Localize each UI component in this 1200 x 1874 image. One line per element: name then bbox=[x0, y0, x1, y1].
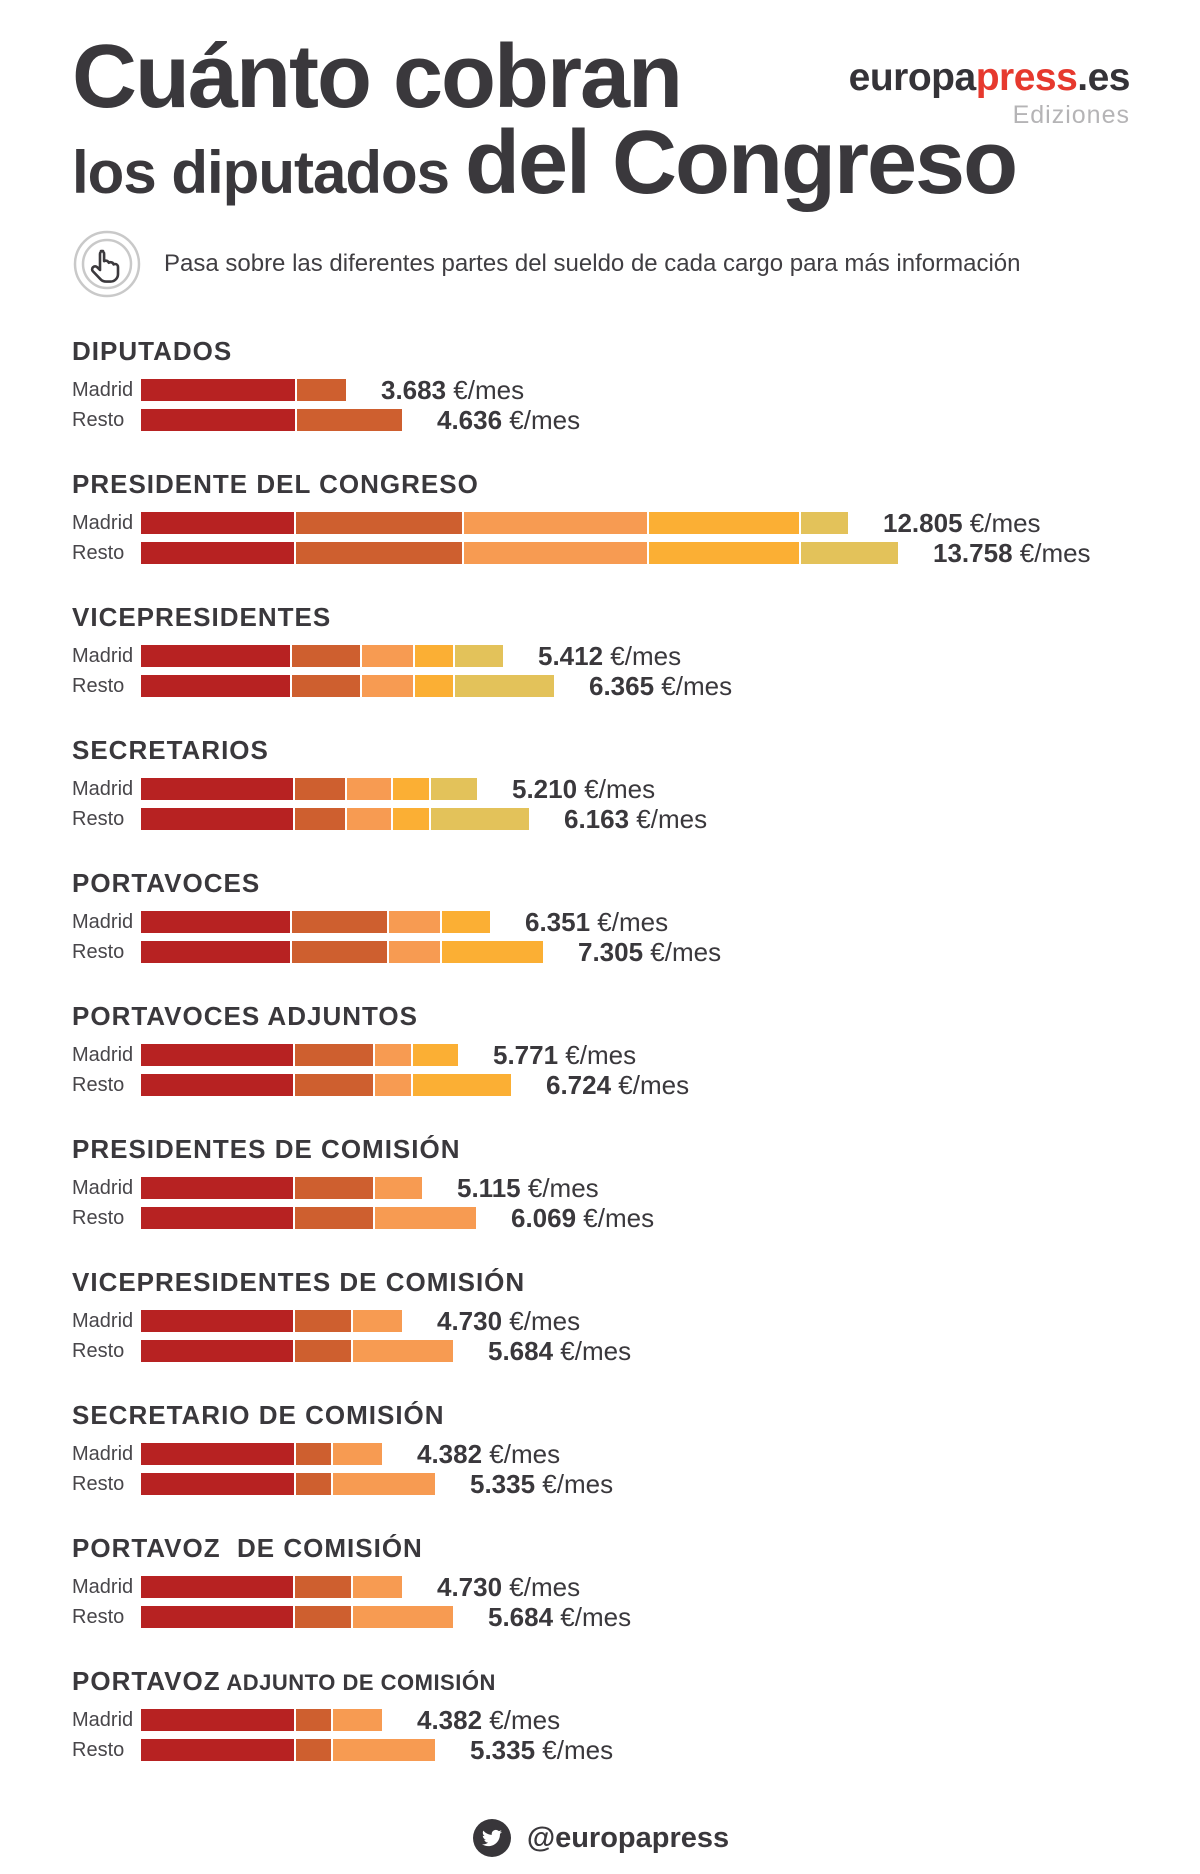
bar-segment-red[interactable] bbox=[141, 1443, 294, 1465]
salary-unit: €/mes bbox=[603, 640, 682, 671]
bar-segment-light_orange[interactable] bbox=[389, 911, 440, 933]
salary-value bbox=[564, 804, 707, 835]
bar-row-madrid bbox=[72, 1039, 1130, 1070]
bar-row-resto bbox=[72, 1601, 1130, 1632]
salary-value bbox=[933, 538, 1091, 569]
section-secretario-comision bbox=[72, 1400, 1130, 1499]
section-diputados bbox=[72, 336, 1130, 435]
row-label: Resto bbox=[72, 541, 125, 564]
bar-segment-red[interactable] bbox=[141, 778, 293, 800]
section-title bbox=[72, 1533, 1130, 1564]
stacked-bar[interactable] bbox=[141, 1443, 382, 1465]
salary-value bbox=[488, 1336, 631, 1367]
section-title bbox=[72, 735, 1130, 766]
section-title bbox=[72, 602, 1130, 633]
salary-unit: €/mes bbox=[520, 1172, 599, 1203]
bar-segment-light_orange[interactable] bbox=[347, 808, 391, 830]
salary-number: 6.163 bbox=[564, 803, 630, 834]
salary-unit: €/mes bbox=[502, 404, 581, 435]
salary-unit: €/mes bbox=[553, 1335, 632, 1366]
section-title-text: SECRETARIOS bbox=[72, 735, 269, 765]
bar-row-resto bbox=[72, 1202, 1130, 1233]
bar-row-madrid bbox=[72, 1172, 1130, 1203]
salary-value bbox=[589, 671, 732, 702]
bar-segment-terracotta[interactable] bbox=[292, 645, 360, 667]
salary-value bbox=[546, 1070, 689, 1101]
bar-segment-gold[interactable] bbox=[455, 675, 554, 697]
bar-segment-gold[interactable] bbox=[431, 808, 529, 830]
section-title-text: VICEPRESIDENTES bbox=[72, 602, 332, 632]
salary-value bbox=[883, 508, 1041, 539]
bar-segment-amber[interactable] bbox=[413, 1074, 511, 1096]
bar-segment-terracotta[interactable] bbox=[295, 1074, 373, 1096]
section-title bbox=[72, 469, 1130, 500]
section-title-text: PORTAVOZ DE COMISIÓN bbox=[72, 1533, 423, 1563]
footer bbox=[72, 1819, 1130, 1857]
bar-segment-amber[interactable] bbox=[442, 911, 490, 933]
hint-row bbox=[72, 228, 1130, 300]
row-label: Madrid bbox=[72, 1708, 134, 1731]
bar-segment-gold[interactable] bbox=[801, 512, 848, 534]
stacked-bar[interactable] bbox=[141, 1709, 382, 1731]
bar-segment-red[interactable] bbox=[141, 1044, 293, 1066]
bar-segment-light_orange[interactable] bbox=[333, 1443, 382, 1465]
bar-row-madrid bbox=[72, 1571, 1130, 1602]
bar-row-madrid bbox=[72, 906, 1130, 937]
bar-row-resto bbox=[72, 1069, 1130, 1100]
salary-number: 6.724 bbox=[546, 1069, 612, 1100]
bar-segment-terracotta[interactable] bbox=[297, 379, 346, 401]
stacked-bar[interactable] bbox=[141, 1044, 458, 1066]
bar-segment-gold[interactable] bbox=[801, 542, 898, 564]
section-presidente-congreso bbox=[72, 469, 1130, 568]
bar-segment-light_orange[interactable] bbox=[362, 675, 413, 697]
section-title-text: PORTAVOCES bbox=[72, 868, 261, 898]
bar-row-resto bbox=[72, 1734, 1130, 1765]
bar-segment-terracotta[interactable] bbox=[295, 1044, 373, 1066]
row-label: Resto bbox=[72, 1605, 125, 1628]
section-title-text: PORTAVOCES ADJUNTOS bbox=[72, 1001, 418, 1031]
bar-segment-terracotta[interactable] bbox=[296, 512, 462, 534]
bar-segment-red[interactable] bbox=[141, 1739, 294, 1761]
bar-segment-light_orange[interactable] bbox=[353, 1606, 453, 1628]
salary-number: 5.335 bbox=[470, 1468, 536, 1499]
section-title-text: VICEPRESIDENTES DE COMISIÓN bbox=[72, 1267, 526, 1297]
salary-unit: €/mes bbox=[629, 803, 708, 834]
stacked-bar[interactable] bbox=[141, 675, 554, 697]
section-title bbox=[72, 336, 1130, 367]
section-title bbox=[72, 868, 1130, 899]
section-portavoces bbox=[72, 868, 1130, 967]
bar-segment-amber[interactable] bbox=[442, 941, 543, 963]
salary-unit: €/mes bbox=[962, 507, 1041, 538]
stacked-bar[interactable] bbox=[141, 542, 898, 564]
row-label: Madrid bbox=[72, 1575, 134, 1598]
row-label: Madrid bbox=[72, 777, 134, 800]
bar-segment-light_orange[interactable] bbox=[375, 1074, 411, 1096]
bar-segment-terracotta[interactable] bbox=[292, 675, 360, 697]
salary-unit: €/mes bbox=[1012, 537, 1091, 568]
stacked-bar[interactable] bbox=[141, 379, 346, 401]
bar-segment-amber[interactable] bbox=[415, 675, 453, 697]
section-secretarios bbox=[72, 735, 1130, 834]
salary-unit: €/mes bbox=[643, 936, 722, 967]
section-title-text: PORTAVOZ bbox=[72, 1666, 221, 1696]
tap-hand-icon bbox=[72, 229, 142, 299]
salary-unit: €/mes bbox=[611, 1069, 690, 1100]
row-label: Resto bbox=[72, 1206, 125, 1229]
stacked-bar[interactable] bbox=[141, 1606, 453, 1628]
section-title bbox=[72, 1267, 1130, 1298]
salary-number: 4.382 bbox=[417, 1704, 483, 1735]
bar-segment-amber[interactable] bbox=[413, 1044, 458, 1066]
row-label: Resto bbox=[72, 1073, 125, 1096]
row-label: Madrid bbox=[72, 1043, 134, 1066]
bar-segment-red[interactable] bbox=[141, 1207, 293, 1229]
salary-number: 5.684 bbox=[488, 1601, 554, 1632]
bar-segment-light_orange[interactable] bbox=[389, 941, 440, 963]
salary-unit: €/mes bbox=[502, 1571, 581, 1602]
salary-value bbox=[381, 375, 524, 406]
bar-row-madrid bbox=[72, 1305, 1130, 1336]
bar-segment-amber[interactable] bbox=[649, 542, 799, 564]
logo-press: press bbox=[975, 56, 1078, 99]
bar-row-resto bbox=[72, 803, 1130, 834]
bar-segment-terracotta[interactable] bbox=[295, 778, 345, 800]
bar-row-madrid bbox=[72, 1704, 1130, 1735]
salary-sections bbox=[72, 336, 1130, 1765]
bar-segment-terracotta[interactable] bbox=[295, 1177, 373, 1199]
bar-segment-red[interactable] bbox=[141, 1709, 294, 1731]
salary-unit: €/mes bbox=[576, 1202, 655, 1233]
bar-segment-amber[interactable] bbox=[649, 512, 799, 534]
bar-segment-light_orange[interactable] bbox=[464, 512, 647, 534]
bar-segment-red[interactable] bbox=[141, 1576, 293, 1598]
bar-segment-terracotta[interactable] bbox=[296, 542, 462, 564]
bar-segment-light_orange[interactable] bbox=[375, 1044, 411, 1066]
salary-value bbox=[417, 1705, 560, 1736]
salary-number: 5.771 bbox=[493, 1039, 559, 1070]
stacked-bar[interactable] bbox=[141, 1340, 453, 1362]
stacked-bar[interactable] bbox=[141, 1074, 511, 1096]
bar-segment-light_orange[interactable] bbox=[353, 1340, 453, 1362]
salary-number: 13.758 bbox=[933, 537, 1013, 568]
row-label: Madrid bbox=[72, 1442, 134, 1465]
bar-segment-red[interactable] bbox=[141, 808, 293, 830]
row-label: Resto bbox=[72, 807, 125, 830]
salary-number: 4.382 bbox=[417, 1438, 483, 1469]
salary-unit: €/mes bbox=[590, 906, 669, 937]
page-title-line1: Cuánto cobran bbox=[72, 27, 682, 127]
bar-segment-terracotta[interactable] bbox=[295, 1207, 373, 1229]
salary-value bbox=[437, 1306, 580, 1337]
salary-number: 5.335 bbox=[470, 1734, 536, 1765]
row-label: Resto bbox=[72, 1472, 125, 1495]
salary-value bbox=[511, 1203, 654, 1234]
bar-segment-light_orange[interactable] bbox=[362, 645, 413, 667]
bar-segment-terracotta[interactable] bbox=[295, 1310, 351, 1332]
bar-segment-light_orange[interactable] bbox=[464, 542, 647, 564]
row-label: Resto bbox=[72, 674, 125, 697]
section-vicepresidentes-comision bbox=[72, 1267, 1130, 1366]
page-title-line2-big: del Congreso bbox=[465, 113, 1017, 213]
stacked-bar[interactable] bbox=[141, 911, 490, 933]
bar-segment-red[interactable] bbox=[141, 409, 295, 431]
bar-segment-red[interactable] bbox=[141, 1074, 293, 1096]
bar-segment-light_orange[interactable] bbox=[333, 1739, 435, 1761]
bar-segment-terracotta[interactable] bbox=[295, 1606, 351, 1628]
salary-number: 5.115 bbox=[457, 1172, 521, 1203]
salary-unit: €/mes bbox=[654, 670, 733, 701]
europapress-logo[interactable] bbox=[849, 56, 1130, 130]
salary-number: 12.805 bbox=[883, 507, 963, 538]
bar-segment-terracotta[interactable] bbox=[292, 911, 387, 933]
row-label: Resto bbox=[72, 1339, 125, 1362]
logo-subtitle: Ediziones bbox=[1012, 101, 1130, 129]
row-label: Resto bbox=[72, 408, 125, 431]
stacked-bar[interactable] bbox=[141, 1739, 435, 1761]
salary-value bbox=[488, 1602, 631, 1633]
salary-number: 5.210 bbox=[512, 773, 578, 804]
bar-segment-amber[interactable] bbox=[393, 778, 429, 800]
row-label: Madrid bbox=[72, 511, 134, 534]
section-vicepresidentes bbox=[72, 602, 1130, 701]
bar-row-madrid bbox=[72, 640, 1130, 671]
hint-text: Pasa sobre las diferentes partes del sueldo de cada cargo para más información bbox=[164, 250, 1021, 277]
bar-segment-red[interactable] bbox=[141, 542, 294, 564]
bar-segment-light_orange[interactable] bbox=[347, 778, 391, 800]
salary-number: 4.730 bbox=[437, 1571, 503, 1602]
section-title-text: SECRETARIO DE COMISIÓN bbox=[72, 1400, 445, 1430]
section-title bbox=[72, 1400, 1130, 1431]
salary-number: 4.730 bbox=[437, 1305, 503, 1336]
bar-segment-red[interactable] bbox=[141, 512, 294, 534]
bar-row-resto bbox=[72, 404, 1130, 435]
row-label: Madrid bbox=[72, 378, 134, 401]
bar-row-madrid bbox=[72, 773, 1130, 804]
section-title-suffix: ADJUNTO DE COMISIÓN bbox=[220, 1670, 496, 1695]
bar-row-madrid bbox=[72, 1438, 1130, 1469]
bar-segment-amber[interactable] bbox=[415, 645, 453, 667]
bar-segment-gold[interactable] bbox=[455, 645, 503, 667]
salary-unit: €/mes bbox=[558, 1039, 637, 1070]
bar-segment-terracotta[interactable] bbox=[292, 941, 387, 963]
stacked-bar[interactable] bbox=[141, 1207, 476, 1229]
section-portavoz-adjunto-comision bbox=[72, 1666, 1130, 1765]
bar-row-resto bbox=[72, 537, 1130, 568]
salary-value bbox=[578, 937, 721, 968]
salary-number: 6.069 bbox=[511, 1202, 577, 1233]
bar-segment-red[interactable] bbox=[141, 911, 290, 933]
bar-segment-terracotta[interactable] bbox=[295, 808, 345, 830]
stacked-bar[interactable] bbox=[141, 645, 503, 667]
salary-unit: €/mes bbox=[502, 1305, 581, 1336]
section-presidentes-comision bbox=[72, 1134, 1130, 1233]
salary-unit: €/mes bbox=[482, 1704, 561, 1735]
section-title-text: PRESIDENTE DEL CONGRESO bbox=[72, 469, 479, 499]
stacked-bar[interactable] bbox=[141, 1310, 402, 1332]
bar-segment-red[interactable] bbox=[141, 1177, 293, 1199]
bar-segment-red[interactable] bbox=[141, 379, 295, 401]
salary-unit: €/mes bbox=[577, 773, 656, 804]
bar-segment-terracotta[interactable] bbox=[296, 1739, 331, 1761]
salary-value bbox=[512, 774, 655, 805]
section-title bbox=[72, 1666, 1130, 1697]
salary-number: 4.636 bbox=[437, 404, 503, 435]
row-label: Madrid bbox=[72, 910, 134, 933]
stacked-bar[interactable] bbox=[141, 512, 848, 534]
section-title bbox=[72, 1001, 1130, 1032]
salary-unit: €/mes bbox=[535, 1468, 614, 1499]
salary-value bbox=[417, 1439, 560, 1470]
bar-segment-light_orange[interactable] bbox=[333, 1709, 382, 1731]
logo-europa: europa bbox=[848, 56, 976, 99]
bar-row-resto bbox=[72, 670, 1130, 701]
row-label: Madrid bbox=[72, 1309, 134, 1332]
stacked-bar[interactable] bbox=[141, 1177, 422, 1199]
salary-value bbox=[493, 1040, 636, 1071]
bar-segment-light_orange[interactable] bbox=[375, 1177, 422, 1199]
bar-segment-terracotta[interactable] bbox=[297, 409, 402, 431]
bar-segment-red[interactable] bbox=[141, 645, 290, 667]
bar-segment-red[interactable] bbox=[141, 1606, 293, 1628]
bar-row-resto bbox=[72, 1468, 1130, 1499]
bar-row-resto bbox=[72, 936, 1130, 967]
row-label: Madrid bbox=[72, 644, 134, 667]
salary-number: 5.412 bbox=[538, 640, 604, 671]
salary-unit: €/mes bbox=[553, 1601, 632, 1632]
section-portavoces-adjuntos bbox=[72, 1001, 1130, 1100]
bar-segment-red[interactable] bbox=[141, 1340, 293, 1362]
stacked-bar[interactable] bbox=[141, 409, 402, 431]
bar-segment-light_orange[interactable] bbox=[375, 1207, 476, 1229]
bar-segment-terracotta[interactable] bbox=[295, 1576, 351, 1598]
bar-segment-gold[interactable] bbox=[431, 778, 477, 800]
salary-value bbox=[437, 1572, 580, 1603]
stacked-bar[interactable] bbox=[141, 1576, 402, 1598]
bar-segment-amber[interactable] bbox=[393, 808, 429, 830]
stacked-bar[interactable] bbox=[141, 808, 529, 830]
bar-segment-red[interactable] bbox=[141, 1473, 294, 1495]
europapress-logo-wordmark bbox=[849, 56, 1130, 100]
row-label: Madrid bbox=[72, 1176, 134, 1199]
salary-number: 7.305 bbox=[578, 936, 644, 967]
salary-number: 5.684 bbox=[488, 1335, 554, 1366]
stacked-bar[interactable] bbox=[141, 1473, 435, 1495]
bar-segment-light_orange[interactable] bbox=[353, 1576, 402, 1598]
stacked-bar[interactable] bbox=[141, 778, 477, 800]
salary-value bbox=[457, 1173, 599, 1204]
section-title-text: DIPUTADOS bbox=[72, 336, 233, 366]
salary-number: 3.683 bbox=[381, 374, 447, 405]
salary-value bbox=[437, 405, 580, 436]
salary-number: 6.351 bbox=[525, 906, 591, 937]
bar-row-resto bbox=[72, 1335, 1130, 1366]
bar-segment-terracotta[interactable] bbox=[296, 1443, 331, 1465]
salary-number: 6.365 bbox=[589, 670, 655, 701]
bar-segment-red[interactable] bbox=[141, 1310, 293, 1332]
row-label: Resto bbox=[72, 1738, 125, 1761]
salary-value bbox=[470, 1469, 613, 1500]
twitter-bird-icon bbox=[482, 1828, 502, 1848]
bar-segment-terracotta[interactable] bbox=[296, 1473, 331, 1495]
bar-row-madrid bbox=[72, 374, 1130, 405]
salary-unit: €/mes bbox=[482, 1438, 561, 1469]
logo-es: .es bbox=[1077, 56, 1130, 99]
salary-value bbox=[525, 907, 668, 938]
bar-segment-red[interactable] bbox=[141, 675, 290, 697]
salary-unit: €/mes bbox=[446, 374, 525, 405]
bar-segment-terracotta[interactable] bbox=[295, 1340, 351, 1362]
section-title-text: PRESIDENTES DE COMISIÓN bbox=[72, 1134, 461, 1164]
twitter-handle[interactable]: @europapress bbox=[526, 1821, 730, 1854]
stacked-bar[interactable] bbox=[141, 941, 543, 963]
bar-segment-red[interactable] bbox=[141, 941, 290, 963]
twitter-icon[interactable] bbox=[473, 1819, 511, 1857]
section-title bbox=[72, 1134, 1130, 1165]
row-label: Resto bbox=[72, 940, 125, 963]
section-portavoz-comision bbox=[72, 1533, 1130, 1632]
page-title-line2-small: los diputados bbox=[72, 139, 449, 206]
salary-unit: €/mes bbox=[535, 1734, 614, 1765]
bar-segment-light_orange[interactable] bbox=[353, 1310, 402, 1332]
bar-segment-light_orange[interactable] bbox=[333, 1473, 435, 1495]
bar-row-madrid bbox=[72, 507, 1130, 538]
salary-value bbox=[470, 1735, 613, 1766]
bar-segment-terracotta[interactable] bbox=[296, 1709, 331, 1731]
salary-value bbox=[538, 641, 681, 672]
